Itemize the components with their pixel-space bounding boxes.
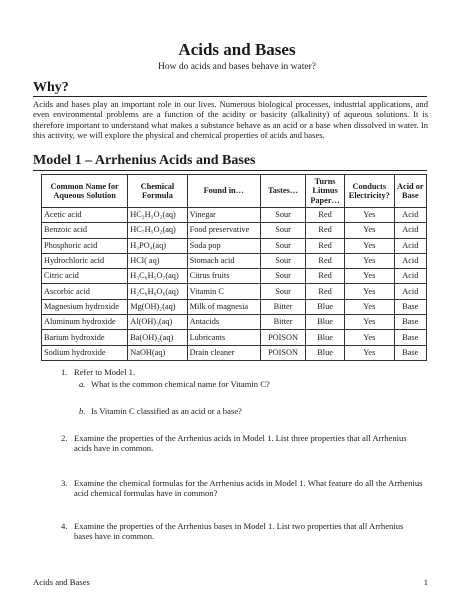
subquestion-letter: b. bbox=[79, 406, 86, 416]
column-header: Chemical Formula bbox=[128, 175, 187, 208]
question-text: Refer to Model 1. bbox=[74, 367, 136, 377]
cell-acid-or-base: Acid bbox=[394, 269, 426, 284]
cell-litmus: Red bbox=[306, 253, 345, 268]
table-row bbox=[42, 253, 427, 268]
cell-acid-or-base: Base bbox=[394, 345, 426, 360]
cell-found-in: Antacids bbox=[187, 315, 260, 330]
cell-found-in: Vitamin C bbox=[187, 284, 260, 299]
cell-conducts: Yes bbox=[345, 238, 395, 253]
cell-acid-or-base: Acid bbox=[394, 223, 426, 238]
cell-common-name: Benzoic acid bbox=[42, 223, 128, 238]
cell-conducts: Yes bbox=[345, 345, 395, 360]
cell-common-name: Hydrochloric acid bbox=[42, 253, 128, 268]
cell-acid-or-base: Acid bbox=[394, 208, 426, 223]
cell-tastes: Bitter bbox=[260, 299, 305, 314]
cell-litmus: Red bbox=[306, 238, 345, 253]
cell-tastes: Sour bbox=[260, 269, 305, 284]
cell-tastes: Sour bbox=[260, 284, 305, 299]
cell-tastes: Sour bbox=[260, 253, 305, 268]
subquestion-text: What is the common chemical name for Vitamin C? bbox=[91, 379, 270, 389]
subquestion-letter: a. bbox=[79, 379, 86, 389]
cell-chemical-formula: HCl( aq) bbox=[128, 253, 187, 268]
cell-tastes: Sour bbox=[260, 238, 305, 253]
page-title: Acids and Bases bbox=[178, 40, 296, 59]
table-row bbox=[42, 238, 427, 253]
cell-found-in: Food preservative bbox=[187, 223, 260, 238]
cell-found-in: Soda pop bbox=[187, 238, 260, 253]
table-row bbox=[42, 269, 427, 284]
question-number: 3. bbox=[61, 478, 68, 488]
cell-chemical-formula: Ba(OH)₂(aq) bbox=[128, 330, 187, 345]
cell-tastes: POISON bbox=[260, 330, 305, 345]
cell-conducts: Yes bbox=[345, 315, 395, 330]
page-subtitle: How do acids and bases behave in water? bbox=[157, 62, 316, 72]
model-heading: Model 1 – Arrhenius Acids and Bases bbox=[33, 153, 256, 168]
cell-found-in: Milk of magnesia bbox=[187, 299, 260, 314]
cell-common-name: Aluminum hydroxide bbox=[42, 315, 128, 330]
cell-chemical-formula: HC₂H₃O₂(aq) bbox=[128, 208, 187, 223]
column-header: Turns Litmus Paper… bbox=[306, 175, 345, 208]
cell-litmus: Red bbox=[306, 223, 345, 238]
cell-litmus: Blue bbox=[306, 299, 345, 314]
cell-found-in: Citrus fruits bbox=[187, 269, 260, 284]
cell-litmus: Red bbox=[306, 284, 345, 299]
table-row bbox=[42, 315, 427, 330]
cell-found-in: Lubricants bbox=[187, 330, 260, 345]
cell-conducts: Yes bbox=[345, 284, 395, 299]
table-row bbox=[42, 345, 427, 360]
question-number: 2. bbox=[61, 433, 68, 443]
cell-chemical-formula: NaOH(aq) bbox=[128, 345, 187, 360]
cell-conducts: Yes bbox=[345, 330, 395, 345]
cell-chemical-formula: Al(OH)₃(aq) bbox=[128, 315, 187, 330]
why-paragraph: Acids and bases play an important role in our lives. Numerous biological processes, industrial applications, and even environmental problems are a function of the acidity or basicity (alkalinity) of aqueous solutions. It is therefore important to understand what makes a substance behave as an acid or a base when dissolved in water. In this activity, we will explore the physical and chemical properties of acids and bases. bbox=[33, 99, 428, 140]
column-header: Acid or Base bbox=[394, 175, 426, 208]
cell-common-name: Acetic acid bbox=[42, 208, 128, 223]
cell-acid-or-base: Acid bbox=[394, 238, 426, 253]
table-row bbox=[42, 299, 427, 314]
cell-litmus: Blue bbox=[306, 330, 345, 345]
cell-acid-or-base: Base bbox=[394, 299, 426, 314]
cell-chemical-formula: Mg(OH)₂(aq) bbox=[128, 299, 187, 314]
question-text: Examine the properties of the Arrhenius acids in Model 1. List three properties that all Arrhenius acids have in common. bbox=[74, 433, 407, 454]
model-table bbox=[41, 174, 427, 361]
cell-conducts: Yes bbox=[345, 269, 395, 284]
table-row bbox=[42, 330, 427, 345]
cell-acid-or-base: Acid bbox=[394, 253, 426, 268]
cell-found-in: Vinegar bbox=[187, 208, 260, 223]
cell-conducts: Yes bbox=[345, 208, 395, 223]
cell-litmus: Blue bbox=[306, 315, 345, 330]
question-number: 1. bbox=[61, 367, 68, 377]
footer-title: Acids and Bases bbox=[33, 577, 90, 587]
cell-litmus: Red bbox=[306, 269, 345, 284]
column-header: Conducts Electricity? bbox=[345, 175, 395, 208]
cell-common-name: Magnesium hydroxide bbox=[42, 299, 128, 314]
question-text: Examine the properties of the Arrhenius bases in Model 1. List two properties that all Arrhenius bases have in common. bbox=[74, 521, 404, 542]
cell-tastes: POISON bbox=[260, 345, 305, 360]
cell-chemical-formula: H₃PO₄(aq) bbox=[128, 238, 187, 253]
cell-conducts: Yes bbox=[345, 223, 395, 238]
cell-acid-or-base: Base bbox=[394, 330, 426, 345]
cell-found-in: Stomach acid bbox=[187, 253, 260, 268]
cell-conducts: Yes bbox=[345, 253, 395, 268]
cell-litmus: Red bbox=[306, 208, 345, 223]
cell-common-name: Sodium hydroxide bbox=[42, 345, 128, 360]
subquestion-text: Is Vitamin C classified as an acid or a base? bbox=[91, 406, 242, 416]
why-rule bbox=[33, 96, 427, 97]
cell-common-name: Barium hydroxide bbox=[42, 330, 128, 345]
cell-common-name: Ascorbic acid bbox=[42, 284, 128, 299]
table-row bbox=[42, 208, 427, 223]
cell-tastes: Sour bbox=[260, 208, 305, 223]
cell-acid-or-base: Acid bbox=[394, 284, 426, 299]
cell-found-in: Drain cleaner bbox=[187, 345, 260, 360]
cell-chemical-formula: H₂C₆H₆O₆(aq) bbox=[128, 284, 187, 299]
table-header-row bbox=[42, 175, 427, 208]
cell-litmus: Blue bbox=[306, 345, 345, 360]
why-heading: Why? bbox=[33, 80, 69, 95]
question-number: 4. bbox=[61, 521, 68, 531]
cell-tastes: Sour bbox=[260, 223, 305, 238]
cell-tastes: Bitter bbox=[260, 315, 305, 330]
cell-chemical-formula: HC₇H₅O₂(aq) bbox=[128, 223, 187, 238]
table-row bbox=[42, 284, 427, 299]
cell-common-name: Citric acid bbox=[42, 269, 128, 284]
column-header: Tastes… bbox=[260, 175, 305, 208]
cell-acid-or-base: Base bbox=[394, 315, 426, 330]
column-header: Found in… bbox=[187, 175, 260, 208]
cell-conducts: Yes bbox=[345, 299, 395, 314]
column-header: Common Name for Aqueous Solution bbox=[42, 175, 128, 208]
table-row bbox=[42, 223, 427, 238]
page-number: 1 bbox=[423, 577, 428, 587]
model-rule bbox=[33, 170, 427, 171]
question-text: Examine the chemical formulas for the Arrhenius acids in Model 1. What feature do all the Arrhenius acid chemical formulas have in common? bbox=[74, 478, 423, 499]
cell-chemical-formula: H₃C₆H₅O₇(aq) bbox=[128, 269, 187, 284]
cell-common-name: Phosphoric acid bbox=[42, 238, 128, 253]
